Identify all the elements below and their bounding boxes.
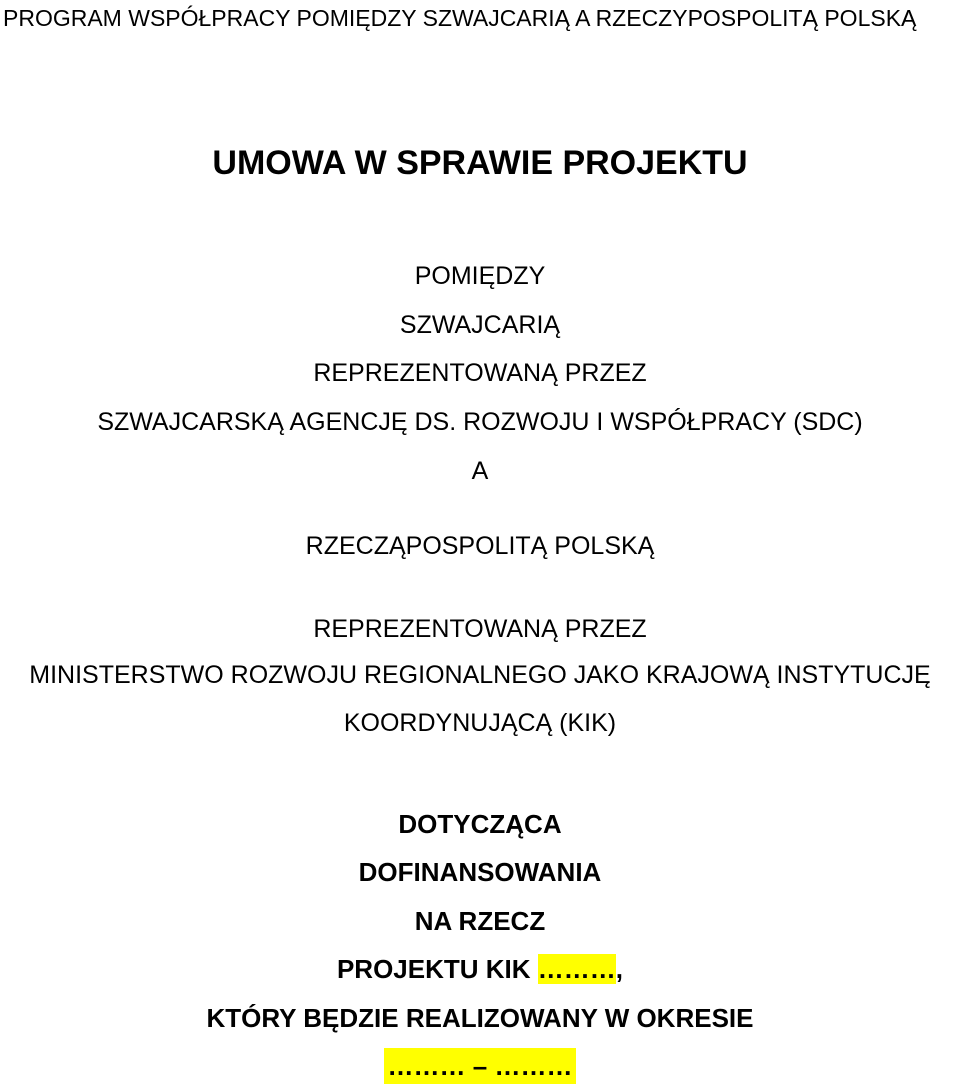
subject-line-for: NA RZECZ [414, 906, 546, 936]
program-header: PROGRAM WSPÓŁPRACY POMIĘDZY SZWAJCARIĄ A RZECZYPOSPOLITĄ POLSKĄ [3, 5, 917, 31]
party-line-represented-by-1: REPREZENTOWANĄ PRZEZ [313, 359, 647, 387]
party-line-between: POMIĘDZY [414, 262, 546, 290]
period-line: KTÓRY BĘDZIE REALIZOWANY W OKRESIE [206, 1003, 754, 1033]
party-line-ministry: MINISTERSTWO ROZWOJU REGIONALNEGO JAKO KRAJOWĄ INSTYTUCJĘ [29, 661, 931, 689]
party-line-kik: KOORDYNUJĄCĄ (KIK) [343, 709, 617, 737]
period-placeholder-row [0, 1048, 960, 1084]
subject-line-funding: DOFINANSOWANIA [358, 857, 602, 887]
party-line-switzerland: SZWAJCARIĄ [399, 311, 561, 339]
document-title: UMOWA W SPRAWIE PROJEKTU [212, 144, 748, 182]
party-line-and: A [471, 457, 489, 485]
project-suffix: , [615, 954, 624, 984]
period-placeholder: ……… – ……… [384, 1048, 577, 1084]
party-line-poland: RZECZĄPOSPOLITĄ POLSKĄ [305, 532, 655, 560]
party-line-represented-by-2: REPREZENTOWANĄ PRZEZ [313, 615, 647, 643]
project-line [0, 956, 960, 982]
project-prefix: PROJEKTU KIK [336, 954, 538, 984]
subject-line-concerning: DOTYCZĄCA [398, 809, 562, 839]
party-line-sdc: SZWAJCARSKĄ AGENCJĘ DS. ROZWOJU I WSPÓŁPRACY (SDC) [97, 408, 863, 436]
project-number-placeholder: ……… [537, 954, 616, 984]
